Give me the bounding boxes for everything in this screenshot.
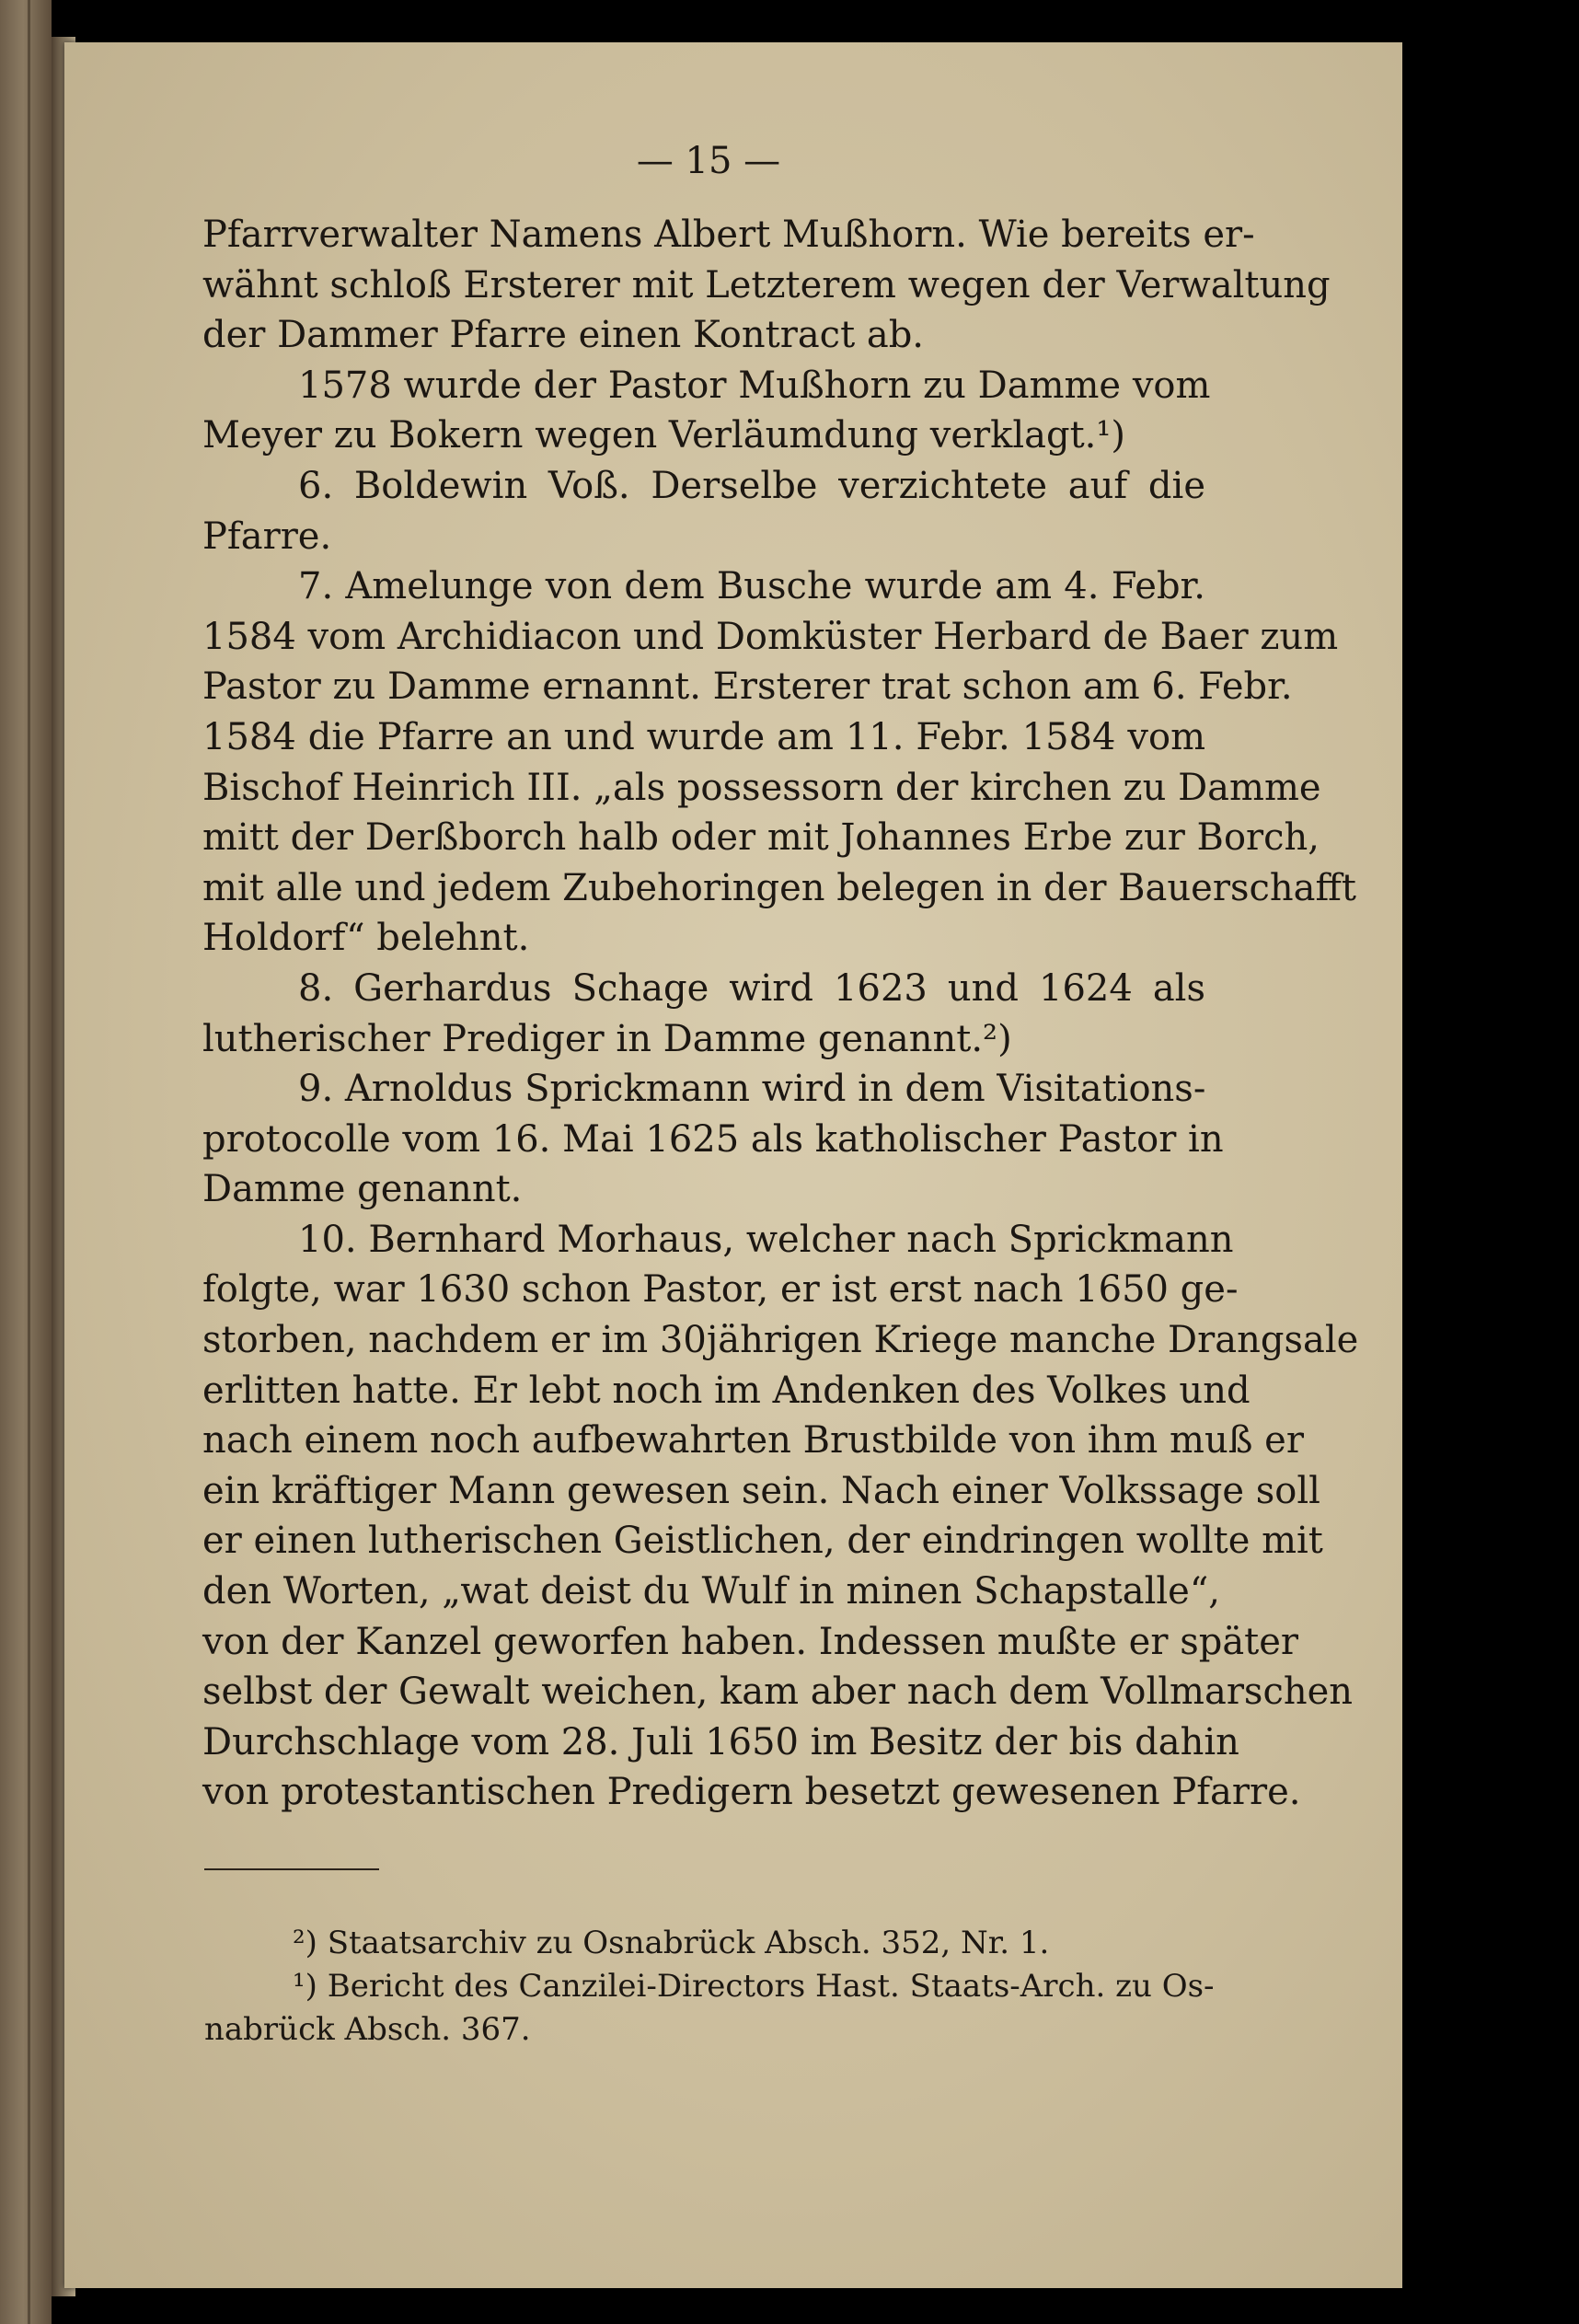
text-line: protocolle vom 16. Mai 1625 als katholischer Pastor in: [202, 1117, 1224, 1161]
footnote: ²) Staatsarchiv zu Osnabrück Absch. 352, Nr. 1.: [293, 1925, 1050, 1961]
text-line: von der Kanzel geworfen haben. Indessen mußte er später: [202, 1620, 1299, 1663]
text-line: nach einem noch aufbewahrten Brustbilde von ihm muß er: [202, 1419, 1304, 1463]
page-number: — 15 —: [636, 140, 781, 182]
text-line: den Worten, „wat deist du Wulf in minen Schapstalle“,: [202, 1570, 1221, 1613]
text-line: Holdorf“ belehnt.: [202, 917, 530, 960]
text-line: mitt der Derßborch halb oder mit Johannes Erbe zur Borch,: [202, 816, 1320, 860]
text-line: 6. Boldewin Voß. Derselbe verzichtete auf die: [298, 464, 1205, 507]
footnote: ¹) Bericht des Canzilei-Directors Hast. Staats-Arch. zu Os-: [293, 1968, 1215, 2005]
text-line: der Dammer Pfarre einen Kontract ab.: [202, 314, 925, 357]
text-line: ein kräftiger Mann gewesen sein. Nach einer Volkssage soll: [202, 1469, 1320, 1512]
text-line: Durchschlage vom 28. Juli 1650 im Besitz der bis dahin: [202, 1720, 1239, 1763]
footnote: nabrück Absch. 367.: [204, 2011, 531, 2048]
page-fold-line: [28, 0, 30, 2324]
text-line: Pfarre.: [202, 515, 332, 558]
text-line: mit alle und jedem Zubehoringen belegen in der Bauerschafft: [202, 866, 1356, 909]
text-line: Meyer zu Bokern wegen Verläumdung verklagt.¹): [202, 414, 1126, 457]
text-line: erlitten hatte. Er lebt noch im Andenken des Volkes und: [202, 1369, 1251, 1412]
text-line: 8. Gerhardus Schage wird 1623 und 1624 als: [298, 966, 1205, 1010]
text-line: von protestantischen Predigern besetzt gewesenen Pfarre.: [202, 1771, 1301, 1814]
previous-page-edge: [0, 0, 52, 2324]
footnote-separator: [204, 1868, 379, 1870]
text-line: 1578 wurde der Pastor Mußhorn zu Damme vom: [298, 364, 1211, 407]
text-line: storben, nachdem er im 30jährigen Kriege manche Drangsale: [202, 1319, 1359, 1362]
body-text: [202, 210, 1359, 1818]
text-line: Damme genannt.: [202, 1168, 523, 1211]
text-line: 1584 die Pfarre an und wurde am 11. Febr. 1584 vom: [202, 715, 1205, 758]
text-line: Pastor zu Damme ernannt. Ersterer trat schon am 6. Febr.: [202, 665, 1293, 709]
text-line: Pfarrverwalter Namens Albert Mußhorn. Wie bereits er-: [202, 214, 1255, 256]
text-line: folgte, war 1630 schon Pastor, er ist erst nach 1650 ge-: [202, 1268, 1239, 1312]
text-line: er einen lutherischen Geistlichen, der eindringen wollte mit: [202, 1520, 1323, 1563]
text-line: 7. Amelunge von dem Busche wurde am 4. Febr.: [298, 565, 1205, 608]
text-line: Bischof Heinrich III. „als possessorn der kirchen zu Damme: [202, 766, 1321, 809]
text-line: 9. Arnoldus Sprickmann wird in dem Visitations-: [298, 1068, 1206, 1111]
text-line: 1584 vom Archidiacon und Domküster Herbard de Baer zum: [202, 615, 1339, 658]
footnotes: [204, 1922, 1215, 2052]
text-line: selbst der Gewalt weichen, kam aber nach dem Vollmarschen: [202, 1671, 1354, 1714]
text-line: lutherischer Prediger in Damme genannt.²): [202, 1017, 1012, 1060]
text-line: wähnt schloß Ersterer mit Letzterem wegen der Verwaltung: [202, 263, 1331, 306]
text-line: 10. Bernhard Morhaus, welcher nach Sprickmann: [298, 1218, 1234, 1261]
